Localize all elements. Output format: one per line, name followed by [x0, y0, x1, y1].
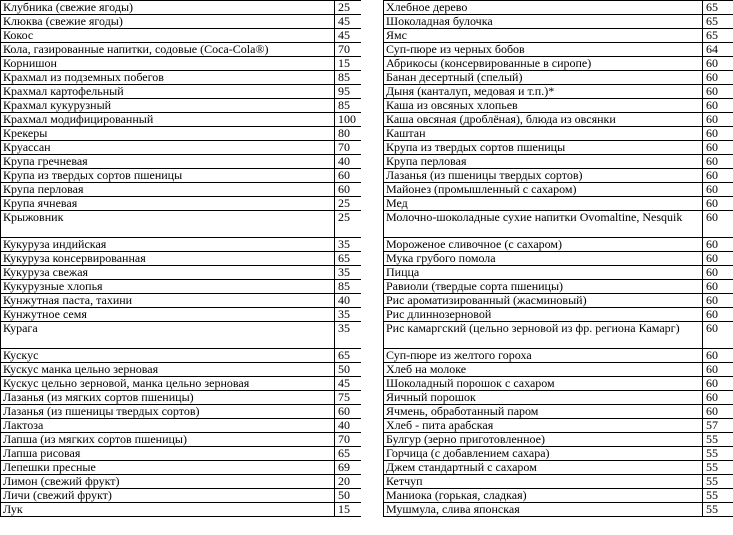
table-row [1, 363, 362, 377]
table-row [1, 349, 362, 363]
table-row [1, 141, 362, 155]
table-row [1, 127, 362, 141]
gi-value-cell: 60 [703, 183, 733, 197]
table-row [1, 1, 362, 15]
food-name-cell: Шоколадная булочка [384, 15, 703, 29]
table-row [384, 169, 733, 183]
table-row [384, 85, 733, 99]
gi-value-cell: 60 [703, 85, 733, 99]
gi-value-cell: 60 [703, 308, 733, 322]
gi-value-cell: 60 [703, 238, 733, 252]
food-name-cell: Суп-пюре из желтого гороха [384, 349, 703, 363]
food-name-cell: Круассан [1, 141, 335, 155]
table-row [1, 197, 362, 211]
gi-value-cell: 85 [335, 280, 362, 294]
gi-value-cell: 55 [703, 433, 733, 447]
table-row [384, 71, 733, 85]
food-name-cell: Курага [1, 322, 335, 349]
table-row [384, 57, 733, 71]
food-name-cell: Лепешки пресные [1, 461, 335, 475]
table-row [384, 405, 733, 419]
gi-table-right [383, 0, 733, 517]
gi-value-cell: 55 [703, 475, 733, 489]
gi-value-cell: 60 [335, 183, 362, 197]
table-row [384, 447, 733, 461]
food-name-cell: Суп-пюре из черных бобов [384, 43, 703, 57]
food-name-cell: Каша из овсяных хлопьев [384, 99, 703, 113]
food-name-cell: Лимон (свежий фрукт) [1, 475, 335, 489]
table-row [1, 419, 362, 433]
table-row [1, 503, 362, 517]
food-name-cell: Джем стандартный с сахаром [384, 461, 703, 475]
food-name-cell: Мороженое сливочное (с сахаром) [384, 238, 703, 252]
table-row [384, 349, 733, 363]
table-row [1, 85, 362, 99]
gi-value-cell: 60 [703, 211, 733, 238]
table-row [384, 308, 733, 322]
food-name-cell: Хлебное дерево [384, 1, 703, 15]
table-row [384, 1, 733, 15]
gi-value-cell: 60 [703, 141, 733, 155]
table-row [384, 489, 733, 503]
gi-value-cell: 25 [335, 1, 362, 15]
food-name-cell: Мед [384, 197, 703, 211]
food-name-cell: Рис камаргский (цельно зерновой из фр. региона Камарг) [384, 322, 703, 349]
food-name-cell: Каштан [384, 127, 703, 141]
gi-value-cell: 60 [703, 349, 733, 363]
table-row [384, 141, 733, 155]
table-row [1, 377, 362, 391]
gi-value-cell: 45 [335, 15, 362, 29]
food-name-cell: Дыня (канталуп, медовая и т.п.)* [384, 85, 703, 99]
table-row [1, 99, 362, 113]
food-name-cell: Кетчуп [384, 475, 703, 489]
table-row [1, 447, 362, 461]
gi-value-cell: 40 [335, 155, 362, 169]
gi-value-cell: 80 [335, 127, 362, 141]
gi-value-cell: 95 [335, 85, 362, 99]
gi-value-cell: 55 [703, 447, 733, 461]
gi-value-cell: 65 [703, 29, 733, 43]
table-row [384, 155, 733, 169]
table-row [1, 433, 362, 447]
food-name-cell: Лазанья (из пшеницы твердых сортов) [1, 405, 335, 419]
food-name-cell: Лапша рисовая [1, 447, 335, 461]
table-row [384, 433, 733, 447]
table-row [384, 211, 733, 238]
table-row [1, 405, 362, 419]
table-row [1, 461, 362, 475]
table-row [1, 266, 362, 280]
gi-table-right-body [384, 1, 733, 517]
food-name-cell: Крупа из твердых сортов пшеницы [384, 141, 703, 155]
food-name-cell: Крахмал картофельный [1, 85, 335, 99]
gi-value-cell: 55 [703, 461, 733, 475]
table-row [1, 211, 362, 238]
gi-value-cell: 60 [703, 57, 733, 71]
gi-value-cell: 100 [335, 113, 362, 127]
gi-value-cell: 15 [335, 57, 362, 71]
food-name-cell: Рис длиннозерновой [384, 308, 703, 322]
table-row [384, 377, 733, 391]
food-name-cell: Кукуруза индийская [1, 238, 335, 252]
table-row [384, 29, 733, 43]
table-row [384, 363, 733, 377]
food-name-cell: Крупа из твердых сортов пшеницы [1, 169, 335, 183]
food-name-cell: Рис ароматизированный (жасминовый) [384, 294, 703, 308]
table-row [384, 238, 733, 252]
table-row [384, 183, 733, 197]
table-row [1, 391, 362, 405]
food-name-cell: Пицца [384, 266, 703, 280]
gi-value-cell: 60 [703, 252, 733, 266]
food-name-cell: Маниока (горькая, сладкая) [384, 489, 703, 503]
gi-value-cell: 70 [335, 433, 362, 447]
gi-value-cell: 57 [703, 419, 733, 433]
food-name-cell: Ячмень, обработанный паром [384, 405, 703, 419]
food-name-cell: Хлеб на молоке [384, 363, 703, 377]
food-name-cell: Кунжутное семя [1, 308, 335, 322]
table-row [384, 197, 733, 211]
gi-value-cell: 65 [703, 15, 733, 29]
table-row [384, 419, 733, 433]
food-name-cell: Равиоли (твердые сорта пшеницы) [384, 280, 703, 294]
gi-value-cell: 45 [335, 377, 362, 391]
gi-value-cell: 60 [703, 294, 733, 308]
food-name-cell: Крупа ячневая [1, 197, 335, 211]
gi-value-cell: 60 [703, 71, 733, 85]
food-name-cell: Крупа перловая [384, 155, 703, 169]
food-name-cell: Каша овсяная (дроблёная), блюда из овсянки [384, 113, 703, 127]
gi-value-cell: 55 [703, 503, 733, 517]
food-name-cell: Яичный порошок [384, 391, 703, 405]
table-row [1, 238, 362, 252]
food-name-cell: Ямс [384, 29, 703, 43]
gi-value-cell: 60 [703, 155, 733, 169]
table-row [384, 113, 733, 127]
gi-value-cell: 35 [335, 308, 362, 322]
table-row [384, 266, 733, 280]
food-name-cell: Майонез (промышленный с сахаром) [384, 183, 703, 197]
gi-value-cell: 20 [335, 475, 362, 489]
gi-value-cell: 40 [335, 419, 362, 433]
food-name-cell: Мушмула, слива японская [384, 503, 703, 517]
food-name-cell: Молочно-шоколадные сухие напитки Ovomaltine, Nesquik [384, 211, 703, 238]
table-row [384, 99, 733, 113]
food-name-cell: Крыжовник [1, 211, 335, 238]
food-name-cell: Лапша (из мягких сортов пшеницы) [1, 433, 335, 447]
food-name-cell: Шоколадный порошок с сахаром [384, 377, 703, 391]
food-name-cell: Кукурузные хлопья [1, 280, 335, 294]
gi-value-cell: 60 [703, 113, 733, 127]
gi-value-cell: 60 [703, 266, 733, 280]
food-name-cell: Крахмал из подземных побегов [1, 71, 335, 85]
gi-value-cell: 65 [335, 447, 362, 461]
food-name-cell: Кунжутная паста, тахини [1, 294, 335, 308]
table-row [1, 322, 362, 349]
table-row [384, 322, 733, 349]
gi-value-cell: 85 [335, 71, 362, 85]
food-name-cell: Горчица (с добавлением сахара) [384, 447, 703, 461]
gi-value-cell: 60 [335, 405, 362, 419]
table-row [1, 71, 362, 85]
gi-value-cell: 40 [335, 294, 362, 308]
food-name-cell: Булгур (зерно приготовленное) [384, 433, 703, 447]
gi-value-cell: 55 [703, 489, 733, 503]
table-row [384, 252, 733, 266]
table-row [1, 169, 362, 183]
gi-table-left-body [1, 1, 362, 517]
table-row [384, 391, 733, 405]
gi-value-cell: 65 [335, 349, 362, 363]
food-name-cell: Банан десертный (спелый) [384, 71, 703, 85]
food-name-cell: Корнишон [1, 57, 335, 71]
food-name-cell: Клубника (свежие ягоды) [1, 1, 335, 15]
food-name-cell: Крахмал модифицированный [1, 113, 335, 127]
gi-value-cell: 60 [703, 363, 733, 377]
table-row [1, 475, 362, 489]
gi-value-cell: 25 [335, 197, 362, 211]
food-name-cell: Крахмал кукурузный [1, 99, 335, 113]
gi-value-cell: 60 [703, 127, 733, 141]
food-name-cell: Крупа перловая [1, 183, 335, 197]
table-row [1, 113, 362, 127]
food-name-cell: Кокос [1, 29, 335, 43]
table-row [384, 475, 733, 489]
food-name-cell: Кукуруза свежая [1, 266, 335, 280]
gi-value-cell: 65 [335, 252, 362, 266]
table-row [384, 127, 733, 141]
table-row [384, 294, 733, 308]
food-name-cell: Кускус манка цельно зерновая [1, 363, 335, 377]
gi-value-cell: 69 [335, 461, 362, 475]
gi-value-cell: 70 [335, 43, 362, 57]
table-row [1, 252, 362, 266]
gi-value-cell: 85 [335, 99, 362, 113]
table-row [1, 489, 362, 503]
food-name-cell: Абрикосы (консервированные в сиропе) [384, 57, 703, 71]
gi-value-cell: 45 [335, 29, 362, 43]
food-name-cell: Кускус [1, 349, 335, 363]
gi-value-cell: 60 [703, 377, 733, 391]
gi-value-cell: 60 [703, 197, 733, 211]
food-name-cell: Кукуруза консервированная [1, 252, 335, 266]
table-row [1, 43, 362, 57]
gi-value-cell: 50 [335, 489, 362, 503]
food-name-cell: Лазанья (из мягких сортов пшеницы) [1, 391, 335, 405]
food-name-cell: Личи (свежий фрукт) [1, 489, 335, 503]
food-name-cell: Крекеры [1, 127, 335, 141]
gi-value-cell: 60 [703, 169, 733, 183]
table-row [1, 183, 362, 197]
table-row [1, 155, 362, 169]
column-gap [361, 0, 383, 535]
table-row [384, 503, 733, 517]
food-name-cell: Крупа гречневая [1, 155, 335, 169]
table-row [1, 15, 362, 29]
gi-value-cell: 60 [335, 169, 362, 183]
table-row [1, 57, 362, 71]
table-row [384, 15, 733, 29]
gi-value-cell: 50 [335, 363, 362, 377]
gi-value-cell: 25 [335, 211, 362, 238]
food-name-cell: Лактоза [1, 419, 335, 433]
gi-value-cell: 35 [335, 266, 362, 280]
gi-value-cell: 35 [335, 238, 362, 252]
food-name-cell: Лук [1, 503, 335, 517]
gi-value-cell: 15 [335, 503, 362, 517]
gi-value-cell: 35 [335, 322, 362, 349]
table-row [384, 461, 733, 475]
food-name-cell: Клюква (свежие ягоды) [1, 15, 335, 29]
food-name-cell: Лазанья (из пшеницы твердых сортов) [384, 169, 703, 183]
food-name-cell: Кускус цельно зерновой, манка цельно зерновая [1, 377, 335, 391]
table-row [384, 43, 733, 57]
food-name-cell: Кола, газированные напитки, содовые (Coca-Cola®) [1, 43, 335, 57]
gi-table-left [0, 0, 362, 517]
gi-value-cell: 70 [335, 141, 362, 155]
gi-value-cell: 75 [335, 391, 362, 405]
gi-value-cell: 64 [703, 43, 733, 57]
gi-value-cell: 60 [703, 322, 733, 349]
food-name-cell: Хлеб - пита арабская [384, 419, 703, 433]
table-row [384, 280, 733, 294]
table-row [1, 29, 362, 43]
food-name-cell: Мука грубого помола [384, 252, 703, 266]
gi-value-cell: 60 [703, 391, 733, 405]
gi-value-cell: 60 [703, 99, 733, 113]
gi-value-cell: 60 [703, 280, 733, 294]
table-row [1, 308, 362, 322]
gi-value-cell: 60 [703, 405, 733, 419]
gi-value-cell: 65 [703, 1, 733, 15]
table-row [1, 280, 362, 294]
table-row [1, 294, 362, 308]
